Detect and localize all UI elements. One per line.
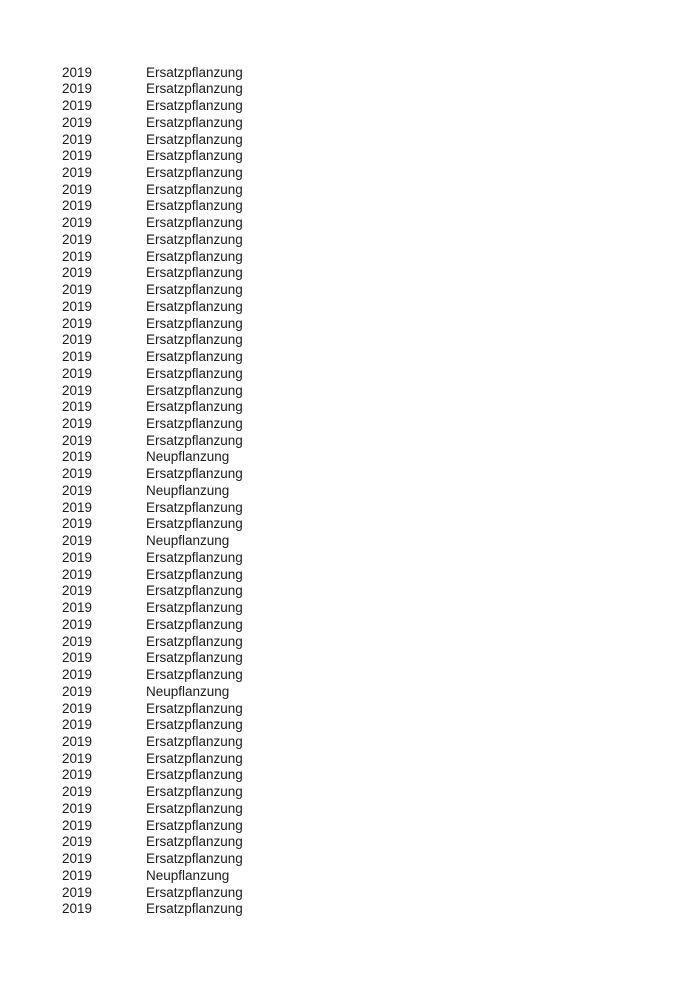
- list-item: [0, 583, 700, 600]
- year-cell: 2019: [62, 884, 93, 900]
- list-item: [0, 232, 700, 249]
- year-cell: 2019: [62, 817, 93, 833]
- year-cell: 2019: [62, 365, 93, 381]
- year-cell: 2019: [62, 867, 93, 883]
- list-item: [0, 734, 700, 751]
- list-item: [0, 767, 700, 784]
- measure-cell: Ersatzpflanzung: [146, 583, 243, 599]
- year-cell: 2019: [62, 315, 93, 331]
- list-item: [0, 332, 700, 349]
- list-item: [0, 818, 700, 835]
- measure-cell: Ersatzpflanzung: [146, 416, 243, 432]
- measure-cell: Ersatzpflanzung: [146, 750, 243, 766]
- list-item: [0, 366, 700, 383]
- list-item: [0, 198, 700, 215]
- year-cell: 2019: [62, 248, 93, 264]
- year-cell: 2019: [62, 616, 93, 632]
- year-cell: 2019: [62, 667, 93, 683]
- measure-cell: Ersatzpflanzung: [146, 516, 243, 532]
- year-cell: 2019: [62, 131, 93, 147]
- measure-cell: Ersatzpflanzung: [146, 784, 243, 800]
- year-cell: 2019: [62, 700, 93, 716]
- year-cell: 2019: [62, 834, 93, 850]
- list-item: [0, 834, 700, 851]
- measure-cell: Ersatzpflanzung: [146, 248, 243, 264]
- measure-cell: Ersatzpflanzung: [146, 131, 243, 147]
- year-cell: 2019: [62, 549, 93, 565]
- year-cell: 2019: [62, 432, 93, 448]
- measure-cell: Neupflanzung: [146, 867, 230, 883]
- year-cell: 2019: [62, 449, 93, 465]
- measure-cell: Ersatzpflanzung: [146, 499, 243, 515]
- measure-cell: Ersatzpflanzung: [146, 650, 243, 666]
- measure-cell: Ersatzpflanzung: [146, 633, 243, 649]
- year-cell: 2019: [62, 265, 93, 281]
- year-cell: 2019: [62, 633, 93, 649]
- measure-cell: Ersatzpflanzung: [146, 901, 243, 917]
- list-item: [0, 416, 700, 433]
- year-cell: 2019: [62, 181, 93, 197]
- measure-cell: Ersatzpflanzung: [146, 700, 243, 716]
- measure-cell: Neupflanzung: [146, 449, 230, 465]
- year-cell: 2019: [62, 901, 93, 917]
- year-cell: 2019: [62, 282, 93, 298]
- year-cell: 2019: [62, 650, 93, 666]
- list-item: [0, 784, 700, 801]
- year-cell: 2019: [62, 800, 93, 816]
- measure-cell: Neupflanzung: [146, 533, 230, 549]
- list-item: [0, 483, 700, 500]
- measure-cell: Ersatzpflanzung: [146, 432, 243, 448]
- measure-cell: Ersatzpflanzung: [146, 349, 243, 365]
- list-item: [0, 316, 700, 333]
- year-cell: 2019: [62, 349, 93, 365]
- measure-cell: Ersatzpflanzung: [146, 800, 243, 816]
- list-item: [0, 600, 700, 617]
- year-cell: 2019: [62, 98, 93, 114]
- measure-cell: Ersatzpflanzung: [146, 834, 243, 850]
- year-cell: 2019: [62, 600, 93, 616]
- planting-measures-list: [0, 65, 700, 918]
- list-item: [0, 282, 700, 299]
- list-item: [0, 349, 700, 366]
- year-cell: 2019: [62, 750, 93, 766]
- year-cell: 2019: [62, 566, 93, 582]
- measure-cell: Ersatzpflanzung: [146, 315, 243, 331]
- list-item: [0, 466, 700, 483]
- list-item: [0, 516, 700, 533]
- year-cell: 2019: [62, 231, 93, 247]
- list-item: [0, 851, 700, 868]
- measure-cell: Ersatzpflanzung: [146, 399, 243, 415]
- year-cell: 2019: [62, 416, 93, 432]
- year-cell: 2019: [62, 198, 93, 214]
- list-item: [0, 148, 700, 165]
- year-cell: 2019: [62, 516, 93, 532]
- year-cell: 2019: [62, 382, 93, 398]
- year-cell: 2019: [62, 499, 93, 515]
- list-item: [0, 299, 700, 316]
- year-cell: 2019: [62, 733, 93, 749]
- list-item: [0, 717, 700, 734]
- measure-cell: Neupflanzung: [146, 683, 230, 699]
- list-item: [0, 115, 700, 132]
- list-item: [0, 383, 700, 400]
- list-item: [0, 500, 700, 517]
- year-cell: 2019: [62, 466, 93, 482]
- measure-cell: Ersatzpflanzung: [146, 282, 243, 298]
- list-item: [0, 433, 700, 450]
- measure-cell: Ersatzpflanzung: [146, 148, 243, 164]
- measure-cell: Ersatzpflanzung: [146, 566, 243, 582]
- year-cell: 2019: [62, 64, 93, 80]
- year-cell: 2019: [62, 583, 93, 599]
- measure-cell: Ersatzpflanzung: [146, 231, 243, 247]
- list-item: [0, 901, 700, 918]
- list-item: [0, 684, 700, 701]
- list-item: [0, 634, 700, 651]
- measure-cell: Ersatzpflanzung: [146, 466, 243, 482]
- list-item: [0, 701, 700, 718]
- list-item: [0, 801, 700, 818]
- year-cell: 2019: [62, 767, 93, 783]
- year-cell: 2019: [62, 784, 93, 800]
- measure-cell: Ersatzpflanzung: [146, 298, 243, 314]
- measure-cell: Ersatzpflanzung: [146, 382, 243, 398]
- year-cell: 2019: [62, 215, 93, 231]
- measure-cell: Ersatzpflanzung: [146, 181, 243, 197]
- list-item: [0, 751, 700, 768]
- list-item: [0, 617, 700, 634]
- measure-cell: Ersatzpflanzung: [146, 549, 243, 565]
- year-cell: 2019: [62, 683, 93, 699]
- year-cell: 2019: [62, 114, 93, 130]
- year-cell: 2019: [62, 165, 93, 180]
- list-item: [0, 182, 700, 199]
- list-item: [0, 550, 700, 567]
- measure-cell: Ersatzpflanzung: [146, 198, 243, 214]
- year-cell: 2019: [62, 851, 93, 867]
- measure-cell: Ersatzpflanzung: [146, 165, 243, 180]
- list-item: [0, 533, 700, 550]
- measure-cell: Neupflanzung: [146, 482, 230, 498]
- list-item: [0, 265, 700, 282]
- measure-cell: Ersatzpflanzung: [146, 365, 243, 381]
- list-item: [0, 81, 700, 98]
- measure-cell: Ersatzpflanzung: [146, 98, 243, 114]
- measure-cell: Ersatzpflanzung: [146, 616, 243, 632]
- list-item: [0, 399, 700, 416]
- measure-cell: Ersatzpflanzung: [146, 717, 243, 733]
- list-item: [0, 65, 700, 82]
- list-item: [0, 249, 700, 266]
- measure-cell: Ersatzpflanzung: [146, 81, 243, 97]
- measure-cell: Ersatzpflanzung: [146, 600, 243, 616]
- list-item: [0, 650, 700, 667]
- year-cell: 2019: [62, 298, 93, 314]
- year-cell: 2019: [62, 717, 93, 733]
- measure-cell: Ersatzpflanzung: [146, 114, 243, 130]
- list-item: [0, 98, 700, 115]
- year-cell: 2019: [62, 399, 93, 415]
- list-item: [0, 885, 700, 902]
- list-item: [0, 567, 700, 584]
- measure-cell: Ersatzpflanzung: [146, 265, 243, 281]
- measure-cell: Ersatzpflanzung: [146, 64, 243, 80]
- year-cell: 2019: [62, 81, 93, 97]
- list-item: [0, 215, 700, 232]
- measure-cell: Ersatzpflanzung: [146, 332, 243, 348]
- measure-cell: Ersatzpflanzung: [146, 215, 243, 231]
- measure-cell: Ersatzpflanzung: [146, 767, 243, 783]
- year-cell: 2019: [62, 148, 93, 164]
- list-item: [0, 132, 700, 149]
- measure-cell: Ersatzpflanzung: [146, 851, 243, 867]
- year-cell: 2019: [62, 332, 93, 348]
- list-item: [0, 868, 700, 885]
- measure-cell: Ersatzpflanzung: [146, 884, 243, 900]
- year-cell: 2019: [62, 533, 93, 549]
- year-cell: 2019: [62, 482, 93, 498]
- measure-cell: Ersatzpflanzung: [146, 733, 243, 749]
- list-item: [0, 449, 700, 466]
- measure-cell: Ersatzpflanzung: [146, 667, 243, 683]
- list-item: [0, 165, 700, 182]
- measure-cell: Ersatzpflanzung: [146, 817, 243, 833]
- list-item: [0, 667, 700, 684]
